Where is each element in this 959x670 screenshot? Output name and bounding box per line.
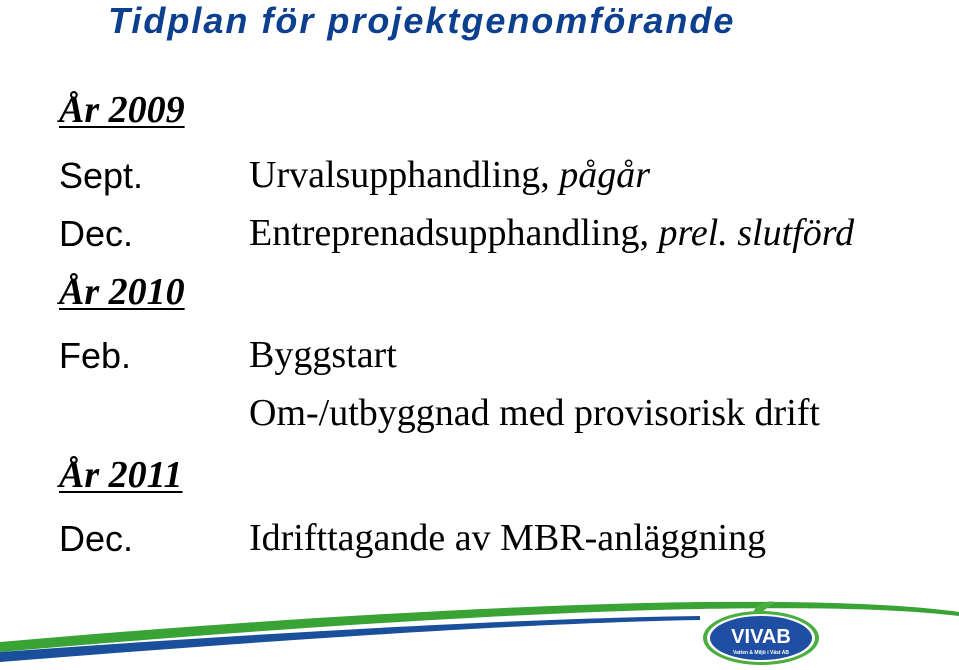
year-heading-2009: År 2009	[59, 89, 185, 131]
logo-name: VIVAB	[731, 626, 791, 648]
event-emphasis: pågår	[559, 154, 651, 196]
year-heading-2010: År 2010	[59, 271, 185, 313]
schedule-event	[249, 333, 397, 377]
event-text: Byggstart	[249, 334, 397, 376]
event-text: Urvalsupphandling,	[249, 154, 560, 196]
vivab-logo	[700, 600, 822, 668]
schedule-event	[249, 516, 766, 560]
month-label: Dec.	[59, 518, 134, 559]
schedule-event	[249, 153, 650, 197]
month-label: Dec.	[59, 213, 134, 254]
schedule-event	[249, 211, 854, 255]
schedule-event	[249, 391, 820, 435]
logo-tagline: Vatten & Miljö i Väst AB	[733, 650, 789, 656]
year-heading-2011: År 2011	[59, 454, 183, 496]
month-label: Feb.	[59, 335, 132, 376]
event-text: Om-/utbyggnad med provisorisk drift	[249, 392, 820, 434]
slide-title: Tidplan för projektgenomförande	[108, 0, 736, 41]
event-emphasis: prel. slutförd	[658, 212, 855, 254]
month-label: Sept.	[59, 155, 144, 196]
event-text: Entreprenadsupphandling,	[249, 212, 659, 254]
event-text: Idrifttagande av MBR-anläggning	[249, 517, 767, 559]
